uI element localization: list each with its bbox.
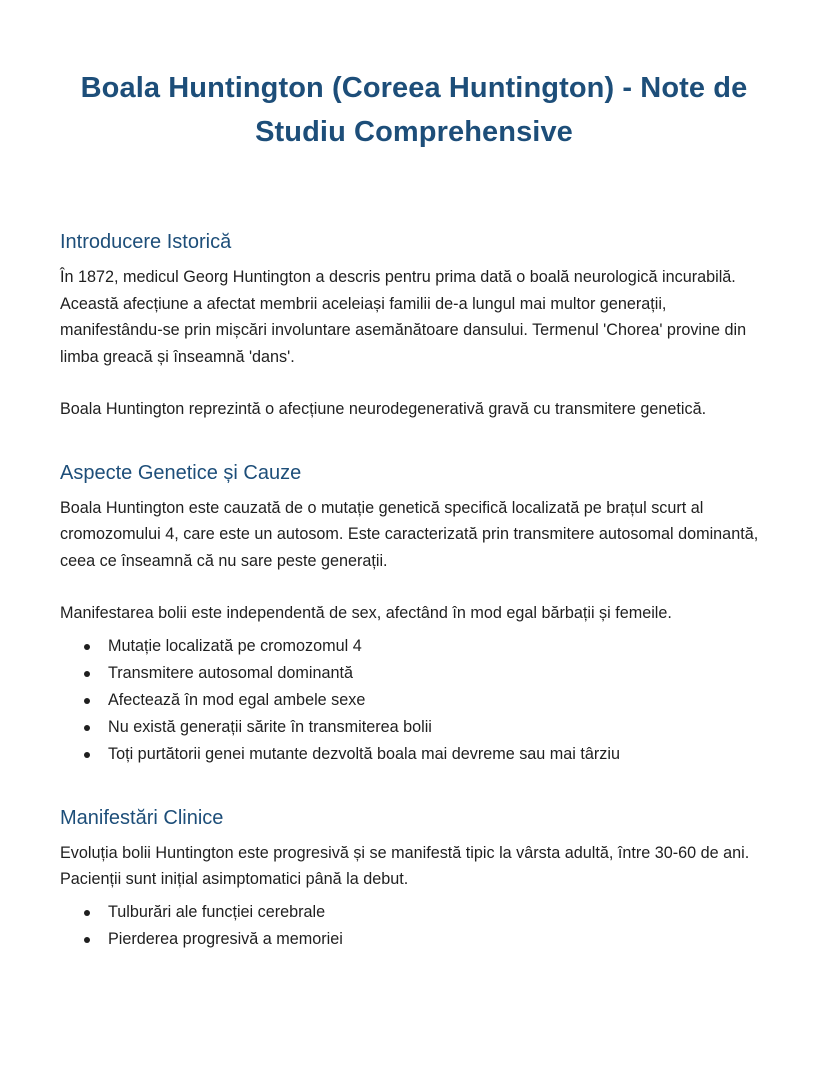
paragraph: Boala Huntington reprezintă o afecțiune neurodegenerativă gravă cu transmitere genetică. bbox=[60, 400, 707, 418]
list-item-text: Mutație localizată pe cromozomul 4 bbox=[108, 636, 362, 655]
list-item-text: Tulburări ale funcției cerebrale bbox=[108, 902, 326, 921]
bullet-icon bbox=[84, 725, 90, 731]
list-item bbox=[108, 741, 768, 768]
section-genetic-aspects bbox=[60, 459, 768, 768]
bullet-list bbox=[60, 899, 768, 953]
paragraph: Manifestarea bolii este independentă de sex, afectând în mod egal bărbații și femeile. bbox=[60, 604, 672, 622]
section-heading: Manifestări Clinice bbox=[60, 806, 224, 829]
list-item bbox=[108, 714, 768, 741]
bullet-icon bbox=[84, 937, 90, 943]
section-historical-introduction bbox=[60, 228, 768, 423]
bullet-icon bbox=[84, 698, 90, 704]
list-item bbox=[108, 660, 768, 687]
section-heading: Aspecte Genetice și Cauze bbox=[60, 461, 302, 484]
list-item bbox=[108, 926, 768, 953]
paragraph: Evoluția bolii Huntington este progresivă și se manifestă tipic la vârsta adultă, între 30-60 de ani. Pacienții sunt inițial asimptomatici până la debut. bbox=[60, 843, 750, 888]
list-item bbox=[108, 899, 768, 926]
bullet-icon bbox=[84, 644, 90, 650]
bullet-list bbox=[60, 633, 768, 768]
list-item-text: Afectează în mod egal ambele sexe bbox=[108, 690, 366, 709]
list-item bbox=[108, 633, 768, 660]
section-clinical-manifestations bbox=[60, 804, 768, 953]
list-item bbox=[108, 687, 768, 714]
list-item-text: Transmitere autosomal dominantă bbox=[108, 663, 354, 682]
document-title: Boala Huntington (Coreea Huntington) - Note de Studiu Comprehensive bbox=[80, 72, 748, 148]
bullet-icon bbox=[84, 671, 90, 677]
bullet-icon bbox=[84, 752, 90, 758]
list-item-text: Nu există generații sărite în transmiterea bolii bbox=[108, 717, 432, 736]
section-heading: Introducere Istorică bbox=[60, 231, 232, 253]
list-item-text: Toți purtătorii genei mutante dezvoltă boala mai devreme sau mai târziu bbox=[108, 744, 620, 763]
paragraph: Boala Huntington este cauzată de o mutație genetică specifică localizată pe brațul scurt al cromozomului 4, care este un autosom. Este caracterizată prin transmitere autosomal dominantă, ceea ce înseamnă că nu sare peste generații. bbox=[60, 498, 759, 570]
bullet-icon bbox=[84, 910, 90, 916]
list-item-text: Pierderea progresivă a memoriei bbox=[108, 929, 343, 948]
paragraph: În 1872, medicul Georg Huntington a descris pentru prima dată o boală neurologică incurabilă. Această afecțiune a afectat membrii aceleiași familii de-a lungul mai multor generații, manifestându-se prin mișcări involuntare asemănătoare dansului. Termenul 'Chorea' provine din limba greacă și înseamnă 'dans'. bbox=[60, 268, 747, 366]
